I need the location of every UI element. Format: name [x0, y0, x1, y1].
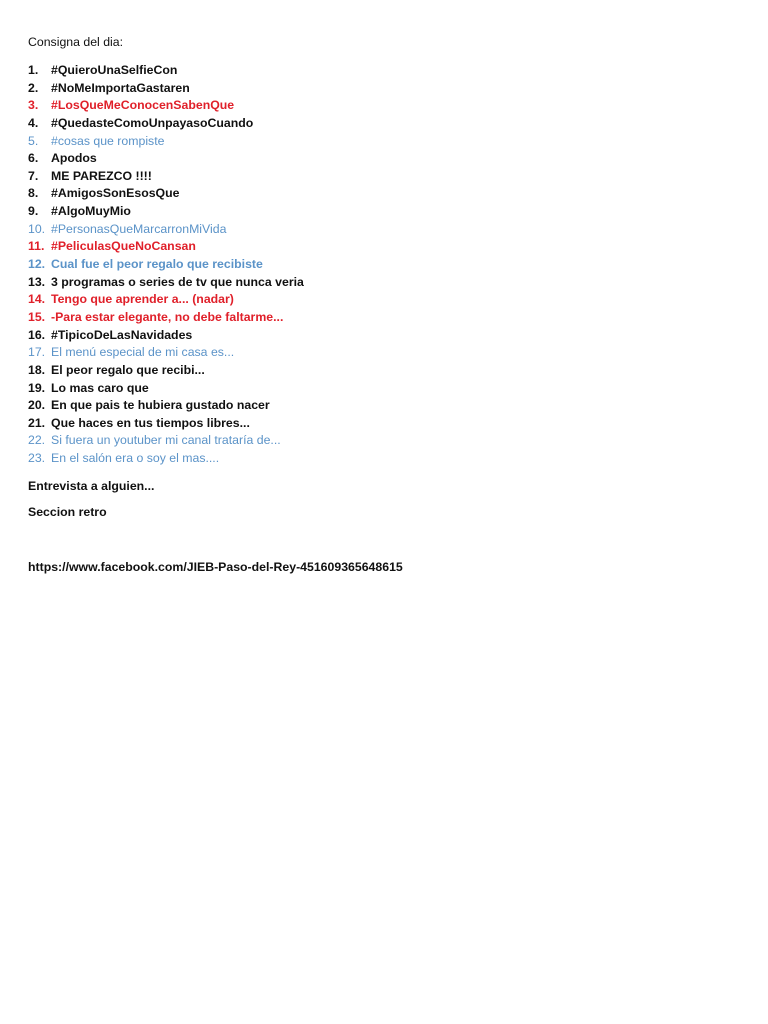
list-item-text: Lo mas caro que — [51, 380, 149, 395]
list-item-text: #AmigosSonEsosQue — [51, 186, 180, 201]
list-item-text: En que pais te hubiera gustado nacer — [51, 398, 270, 413]
list-item-text: #LosQueMeConocenSabenQue — [51, 98, 235, 113]
list-item-text: #QuedasteComoUnpayasoCuando — [51, 115, 254, 130]
list-item-number: 5. — [28, 133, 39, 148]
list-item — [28, 450, 219, 466]
list-item-number: 15. — [28, 309, 46, 324]
list-item — [28, 62, 177, 78]
list-item — [28, 415, 250, 431]
list-item — [28, 150, 97, 166]
list-item — [28, 291, 234, 307]
list-item — [28, 221, 226, 237]
list-item-number: 3. — [28, 98, 39, 113]
list-item-number: 8. — [28, 186, 39, 201]
list-item-number: 22. — [28, 433, 46, 448]
list-item-number: 13. — [28, 274, 46, 289]
list-item — [28, 185, 179, 201]
list-item-number: 10. — [28, 221, 46, 236]
list-item — [28, 432, 281, 448]
list-item-text: Tengo que aprender a... (nadar) — [51, 292, 234, 307]
list-item-text: Si fuera un youtuber mi canal trataría de... — [51, 433, 281, 448]
document-heading: Consigna del dia: — [28, 35, 124, 49]
list-item-number: 19. — [28, 380, 46, 395]
list-item-number: 16. — [28, 327, 46, 342]
list-item — [28, 309, 283, 325]
list-item-text: ME PAREZCO !!!! — [51, 168, 152, 183]
list-item-text: #PeliculasQueNoCansan — [51, 239, 196, 254]
list-item — [28, 380, 149, 396]
list-item-text: En el salón era o soy el mas.... — [51, 451, 220, 466]
list-item — [28, 168, 152, 184]
list-item-text: #cosas que rompiste — [51, 133, 165, 148]
list-item-text: #AlgoMuyMio — [51, 204, 131, 219]
list-item-text: El menú especial de mi casa es... — [51, 345, 235, 360]
section-entrevista: Entrevista a alguien... — [28, 479, 155, 493]
list-item-text: El peor regalo que recibi... — [51, 362, 205, 377]
list-item-number: 7. — [28, 168, 39, 183]
list-item-number: 2. — [28, 80, 39, 95]
list-item-number: 11. — [28, 239, 45, 254]
list-item — [28, 344, 234, 360]
list-item-number: 9. — [28, 204, 39, 219]
list-item-text: #PersonasQueMarcarronMiVida — [51, 221, 227, 236]
list-item — [28, 133, 164, 149]
list-item-text: -Para estar elegante, no debe faltarme... — [51, 309, 284, 324]
list-item — [28, 80, 190, 96]
list-item-text: #QuieroUnaSelfieCon — [51, 63, 178, 77]
list-item — [28, 274, 304, 290]
list-item-number: 17. — [28, 345, 46, 360]
list-item-text: #TipicoDeLasNavidades — [51, 327, 193, 342]
section-retro: Seccion retro — [28, 505, 107, 519]
list-item — [28, 238, 196, 254]
list-item-number: 14. — [28, 292, 46, 307]
list-item — [28, 115, 253, 131]
list-item-number: 1. — [28, 63, 39, 77]
list-item — [28, 397, 270, 413]
list-item-text: 3 programas o series de tv que nunca veria — [51, 274, 304, 289]
list-item-text: Que haces en tus tiempos libres... — [51, 415, 250, 430]
list-item — [28, 327, 192, 343]
list-item — [28, 362, 205, 378]
list-item — [28, 97, 234, 113]
list-item — [28, 203, 131, 219]
list-item-number: 20. — [28, 398, 46, 413]
list-item-text: Cual fue el peor regalo que recibiste — [51, 257, 263, 272]
list-item-number: 6. — [28, 151, 39, 166]
facebook-link[interactable]: https://www.facebook.com/JIEB-Paso-del-Rey-451609365648615 — [28, 560, 403, 574]
list-item-number: 12. — [28, 257, 46, 272]
list-item-text: #NoMeImportaGastaren — [51, 80, 190, 95]
list-item-number: 4. — [28, 115, 39, 130]
list-item — [28, 256, 263, 272]
list-item-number: 18. — [28, 362, 46, 377]
list-item-number: 21. — [28, 415, 46, 430]
list-item-number: 23. — [28, 451, 46, 466]
list-item-text: Apodos — [51, 151, 97, 166]
